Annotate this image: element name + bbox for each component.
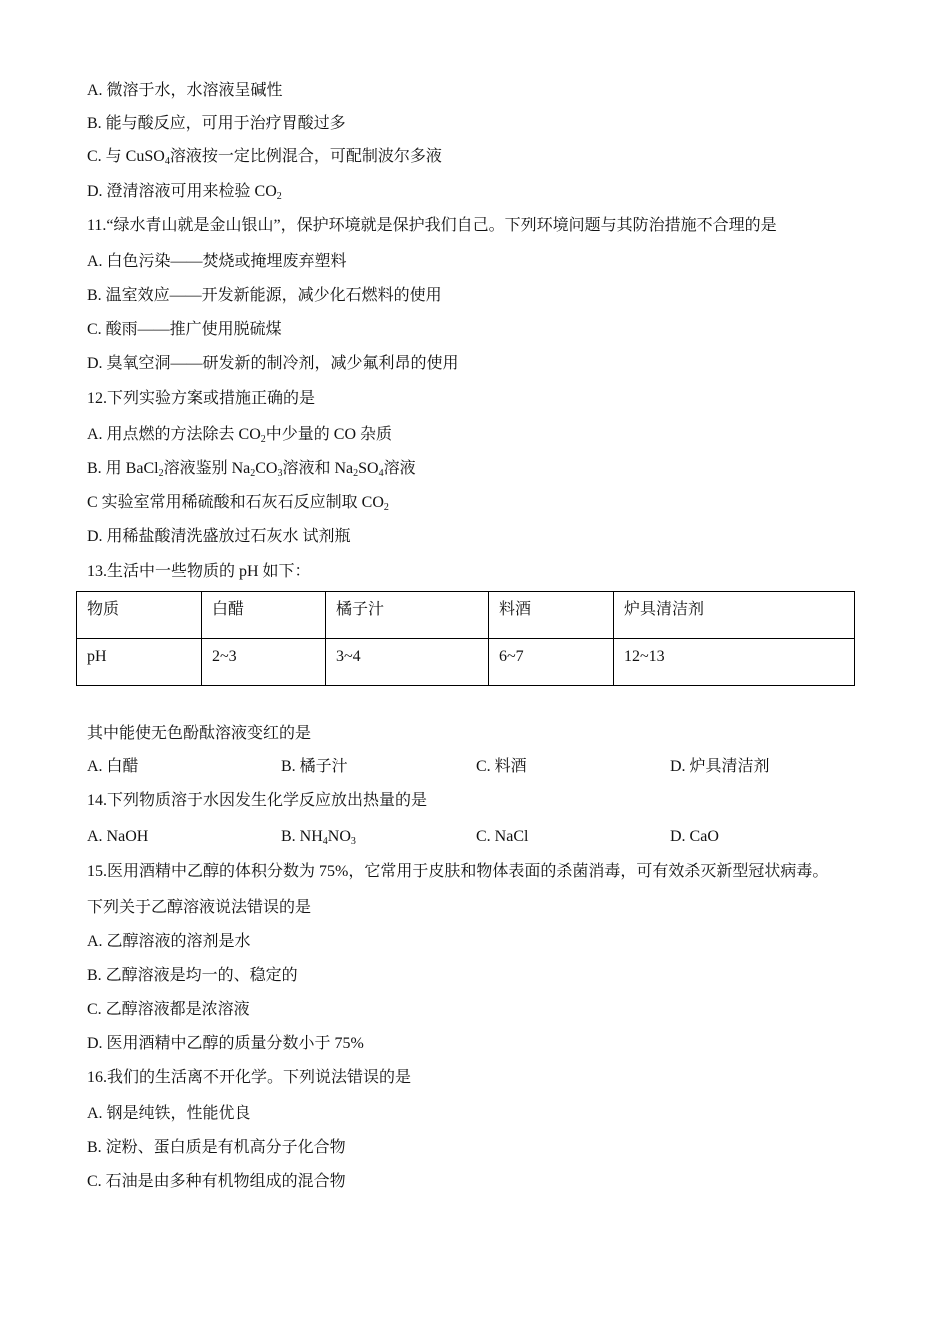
q13-option-c: C. 料酒 [476, 758, 527, 775]
ph-table-header-row [77, 592, 855, 639]
q11-option-a: A. 白色污染——焚烧或掩埋废弃塑料 [87, 253, 347, 270]
ph-table-row [77, 639, 855, 686]
table-cell: 12~13 [614, 639, 855, 686]
q15-option-c: C. 乙醇溶液都是浓溶液 [87, 1001, 250, 1018]
table-cell: 6~7 [489, 639, 614, 686]
table-cell: 炉具清洁剂 [614, 592, 855, 639]
table-cell: 白醋 [202, 592, 326, 639]
q15-option-d: D. 医用酒精中乙醇的质量分数小于 75% [87, 1035, 364, 1052]
q14-stem: 14.下列物质溶于水因发生化学反应放出热量的是 [87, 792, 428, 809]
q16-stem: 16.我们的生活离不开化学。下列说法错误的是 [87, 1069, 412, 1086]
q16-option-c: C. 石油是由多种有机物组成的混合物 [87, 1173, 346, 1190]
q10-option-b: B. 能与酸反应，可用于治疗胃酸过多 [87, 115, 346, 132]
q11-stem: 11.“绿水青山就是金山银山”，保护环境就是保护我们自己。下列环境问题与其防治措施不合理的是 [87, 217, 777, 234]
q12-option-d: D. 用稀盐酸清洗盛放过石灰水 试剂瓶 [87, 528, 351, 545]
q14-option-d: D. CaO [670, 828, 719, 845]
q10-option-d: D. 澄清溶液可用来检验 $CO_2$ [87, 183, 282, 202]
q10-option-a: A. 微溶于水，水溶液呈碱性 [87, 82, 283, 99]
table-cell: 料酒 [489, 592, 614, 639]
q13-stem: 13.生活中一些物质的 pH 如下： [87, 563, 311, 580]
q12-option-a: A. 用点燃的方法除去 $CO_2$中少量的 CO 杂质 [87, 426, 393, 445]
q16-option-a: A. 钢是纯铁，性能优良 [87, 1105, 251, 1122]
q15-stem-line2: 下列关于乙醇溶液说法错误的是 [87, 899, 312, 916]
table-cell: 2~3 [202, 639, 326, 686]
q13-option-a: A. 白醋 [87, 758, 139, 775]
q15-stem-line1: 15.医用酒精中乙醇的体积分数为 75%，它常用于皮肤和物体表面的杀菌消毒，可有效杀灭新型冠状病毒。 [87, 863, 829, 880]
q15-option-a: A. 乙醇溶液的溶剂是水 [87, 933, 251, 950]
q12-option-b: B. 用 BaCl$_2$溶液鉴别 $Na_2CO_3$溶液和 $Na_2SO_4$溶液 [87, 460, 416, 479]
q10-option-c: C. 与 CuSO$_4$溶液按一定比例混合，可配制波尔多液 [87, 148, 442, 167]
q13-question: 其中能使无色酚酞溶液变红的是 [87, 725, 312, 742]
table-cell: 物质 [77, 592, 202, 639]
ph-table [76, 591, 855, 686]
table-cell: pH [77, 639, 202, 686]
q14-option-a: A. NaOH [87, 828, 149, 845]
q11-option-b: B. 温室效应——开发新能源，减少化石燃料的使用 [87, 287, 442, 304]
q13-option-b: B. 橘子汁 [281, 758, 348, 775]
q14-option-c: C. NaCl [476, 828, 529, 845]
q11-option-d: D. 臭氧空洞——研发新的制冷剂，减少氟利昂的使用 [87, 355, 459, 372]
q11-option-c: C. 酸雨——推广使用脱硫煤 [87, 321, 282, 338]
q12-option-c: C 实验室常用稀硫酸和石灰石反应制取 $CO_2$ [87, 494, 389, 513]
q16-option-b: B. 淀粉、蛋白质是有机高分子化合物 [87, 1139, 346, 1156]
q12-stem: 12.下列实验方案或措施正确的是 [87, 390, 316, 407]
table-cell: 橘子汁 [326, 592, 489, 639]
q15-option-b: B. 乙醇溶液是均一的、稳定的 [87, 967, 298, 984]
table-cell: 3~4 [326, 639, 489, 686]
q13-option-d: D. 炉具清洁剂 [670, 758, 770, 775]
q14-option-b: B. $NH_4NO_3$ [281, 828, 356, 847]
